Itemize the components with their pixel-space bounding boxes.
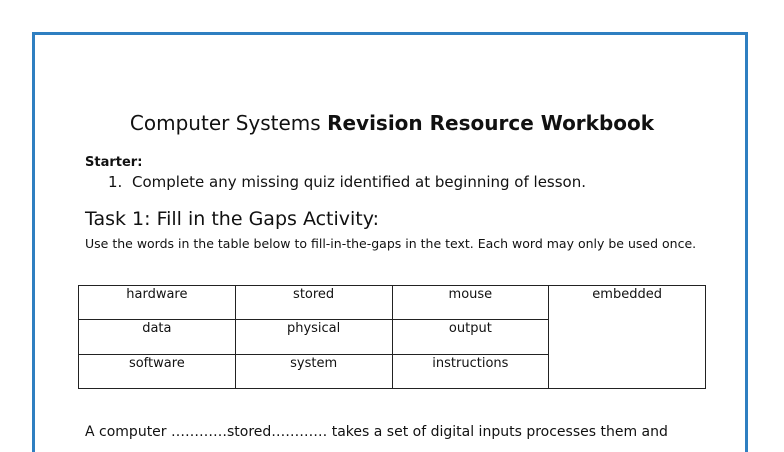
table-cell: output [392,320,549,354]
list-item-text: Complete any missing quiz identified at beginning of lesson. [132,173,587,191]
table-cell: stored [235,286,392,320]
table-cell: software [79,354,236,388]
list-number: 1. [108,173,123,191]
starter-heading: Starter: [85,155,143,170]
table-cell: mouse [392,286,549,320]
table-cell: embedded [549,286,706,389]
task-heading: Task 1: Fill in the Gaps Activity: [85,208,380,230]
starter-list-item [108,172,586,192]
title-bold: Revision Resource Workbook [327,111,655,135]
table-row [79,286,706,320]
table-cell: instructions [392,354,549,388]
document-title [0,110,784,136]
word-bank-table [78,285,706,389]
table-cell: physical [235,320,392,354]
task-instructions: Use the words in the table below to fill-in-the-gaps in the text. Each word may only be used once. [85,236,697,251]
gap-fill-text: A computer …………stored………… takes a set of digital inputs processes them and [85,424,668,440]
table-cell: data [79,320,236,354]
title-regular: Computer Systems [129,111,321,135]
table-cell: hardware [79,286,236,320]
table-cell: system [235,354,392,388]
